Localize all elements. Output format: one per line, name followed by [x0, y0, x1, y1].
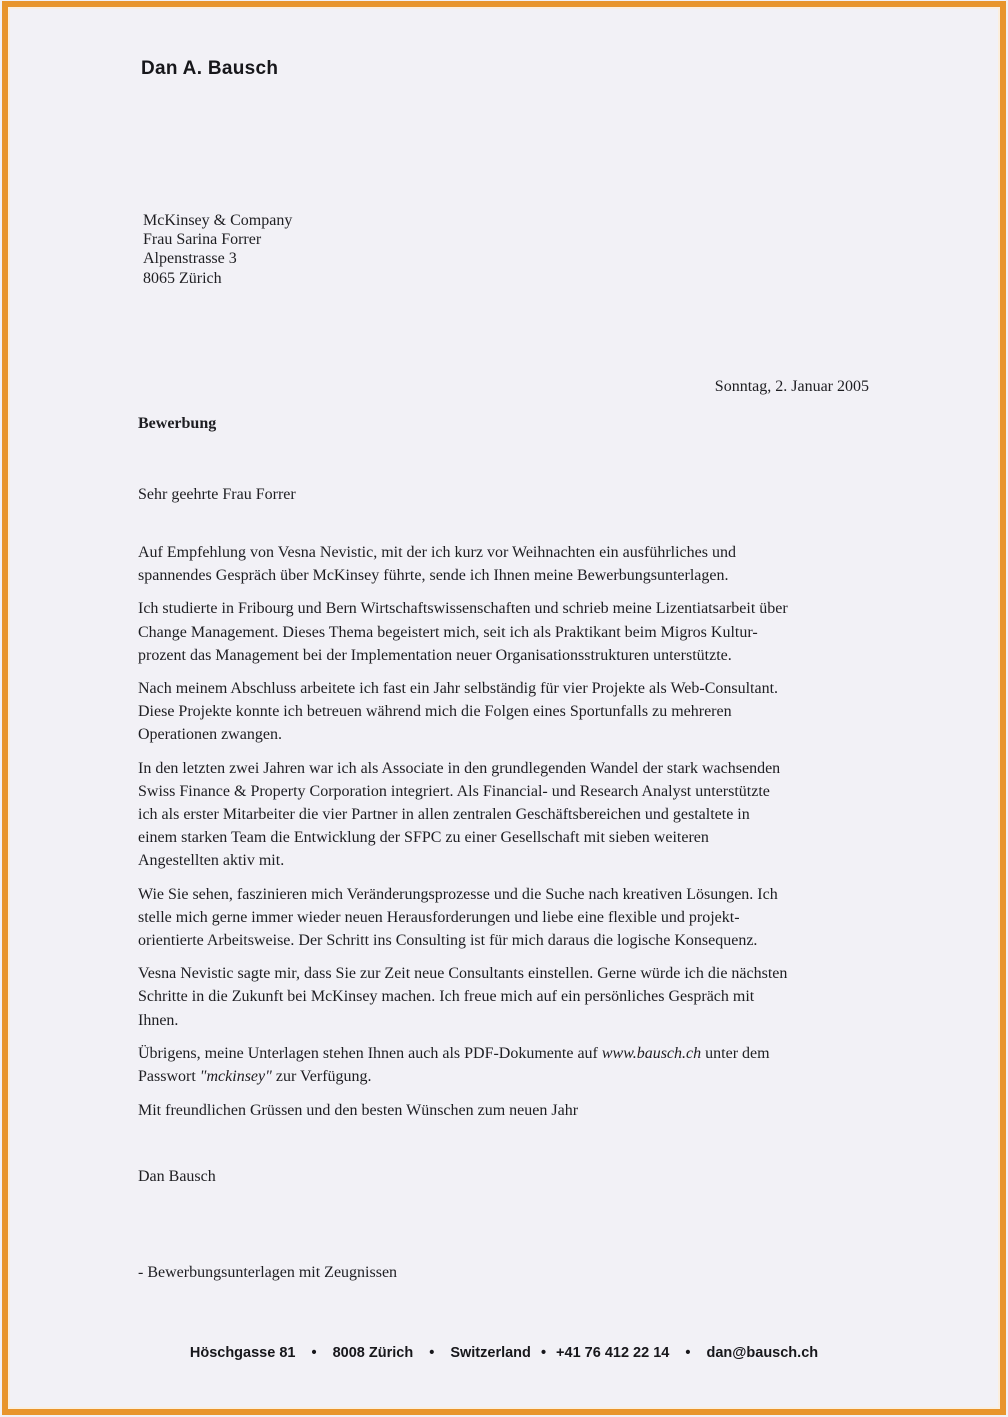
- text-line: stelle mich gerne immer wieder neuen Herausforderungen und liebe eine flexible und projekt-: [138, 908, 740, 926]
- bullet-separator: •: [540, 1345, 547, 1361]
- footer-city: 8008 Zürich: [332, 1345, 414, 1361]
- bullet-separator: •: [429, 1345, 435, 1361]
- recipient-company: McKinsey & Company: [143, 212, 293, 229]
- text-line: Change Management. Dieses Thema begeistert mich, seit ich als Praktikant beim Migros Kultur-: [138, 623, 758, 641]
- text-line: Angestellten aktiv mit.: [138, 852, 285, 870]
- enclosure-note: - Bewerbungsunterlagen mit Zeugnissen: [138, 1264, 398, 1281]
- bullet-separator: •: [311, 1345, 317, 1361]
- text-segment: Übrigens, meine Unterlagen stehen Ihnen auch als PDF-Dokumente auf: [138, 1044, 602, 1062]
- paragraph-recommendation: [138, 541, 878, 587]
- text-line: Diese Projekte konnte ich betreuen während mich die Folgen eines Sportunfalls zu mehreren: [138, 703, 732, 721]
- salutation: Sehr geehrte Frau Forrer: [138, 486, 296, 503]
- signature: Dan Bausch: [138, 1168, 216, 1185]
- paragraph-education: [138, 597, 878, 667]
- recipient-city: 8065 Zürich: [143, 269, 222, 287]
- footer-phone: +41 76 412 22 14: [556, 1345, 670, 1361]
- paragraph-experience: [138, 757, 878, 873]
- bullet-separator: •: [685, 1345, 691, 1361]
- text-line: [138, 1065, 878, 1088]
- text-line: einem starken Team die Entwicklung der SFPC zu einer Gesellschaft mit sieben weiteren: [138, 829, 709, 847]
- footer-country: Switzerland: [450, 1345, 531, 1361]
- letter-body: [138, 541, 878, 1098]
- recipient-address: [143, 211, 292, 288]
- paragraph-motivation: [138, 883, 878, 953]
- text-line: Nach meinem Abschluss arbeitete ich fast ein Jahr selbständig für vier Projekte als Web-Consultant.: [138, 680, 779, 698]
- text-line: Wie Sie sehen, faszinieren mich Veränderungsprozesse und die Suche nach kreativen Lösungen. Ich: [138, 885, 778, 903]
- paragraph-pdf-documents: [138, 1042, 878, 1088]
- paragraph-interview: [138, 962, 878, 1032]
- text-line: Swiss Finance & Property Corporation integriert. Als Financial- und Research Analyst unterstützte: [138, 782, 770, 800]
- text-segment: zur Verfügung.: [271, 1068, 372, 1086]
- paragraph-freelance: [138, 677, 878, 747]
- recipient-person: Frau Sarina Forrer: [143, 231, 262, 249]
- letter-subject: Bewerbung: [138, 415, 217, 432]
- text-line: prozent das Management bei der Implementation neuer Organisationsstrukturen unterstützte.: [138, 646, 732, 664]
- text-line: Vesna Nevistic sagte mir, dass Sie zur Zeit neue Consultants einstellen. Gerne würde ich die nächsten: [138, 965, 788, 983]
- password-text: "mckinsey": [199, 1068, 272, 1086]
- text-line: spannendes Gespräch über McKinsey führte, sende ich Ihnen meine Bewerbungsunterlagen.: [138, 567, 729, 585]
- text-segment: Passwort: [138, 1068, 200, 1086]
- text-line: Operationen zwangen.: [138, 726, 282, 744]
- text-line: ich als erster Mitarbeiter die vier Partner in allen zentralen Geschäftsbereichen und gestaltete in: [138, 806, 750, 824]
- text-segment: unter dem: [701, 1044, 770, 1062]
- footer-street: Höschgasse 81: [189, 1345, 296, 1361]
- letter-date: Sonntag, 2. Januar 2005: [714, 378, 869, 395]
- sender-name: Dan A. Bausch: [141, 58, 279, 79]
- footer-contact: [0, 1345, 1008, 1361]
- closing: Mit freundlichen Grüssen und den besten Wünschen zum neuen Jahr: [138, 1102, 579, 1119]
- text-line: Ich studierte in Fribourg und Bern Wirtschaftswissenschaften und schrieb meine Lizentiatsarbeit über: [138, 600, 788, 618]
- recipient-street: Alpenstrasse 3: [143, 250, 237, 268]
- text-line: [138, 1042, 878, 1065]
- footer-email[interactable]: dan@bausch.ch: [706, 1345, 819, 1361]
- text-line: In den letzten zwei Jahren war ich als Associate in den grundlegenden Wandel der stark wachsenden: [138, 759, 781, 777]
- text-line: Auf Empfehlung von Vesna Nevistic, mit der ich kurz vor Weihnachten ein ausführliches und: [138, 544, 736, 561]
- website-link[interactable]: www.bausch.ch: [601, 1044, 702, 1062]
- text-line: Schritte in die Zukunft bei McKinsey machen. Ich freue mich auf ein persönliches Gespräch mit: [138, 988, 755, 1006]
- text-line: Ihnen.: [138, 1011, 179, 1029]
- text-line: orientierte Arbeitsweise. Der Schritt ins Consulting ist für mich daraus die logische Konsequenz.: [138, 932, 758, 950]
